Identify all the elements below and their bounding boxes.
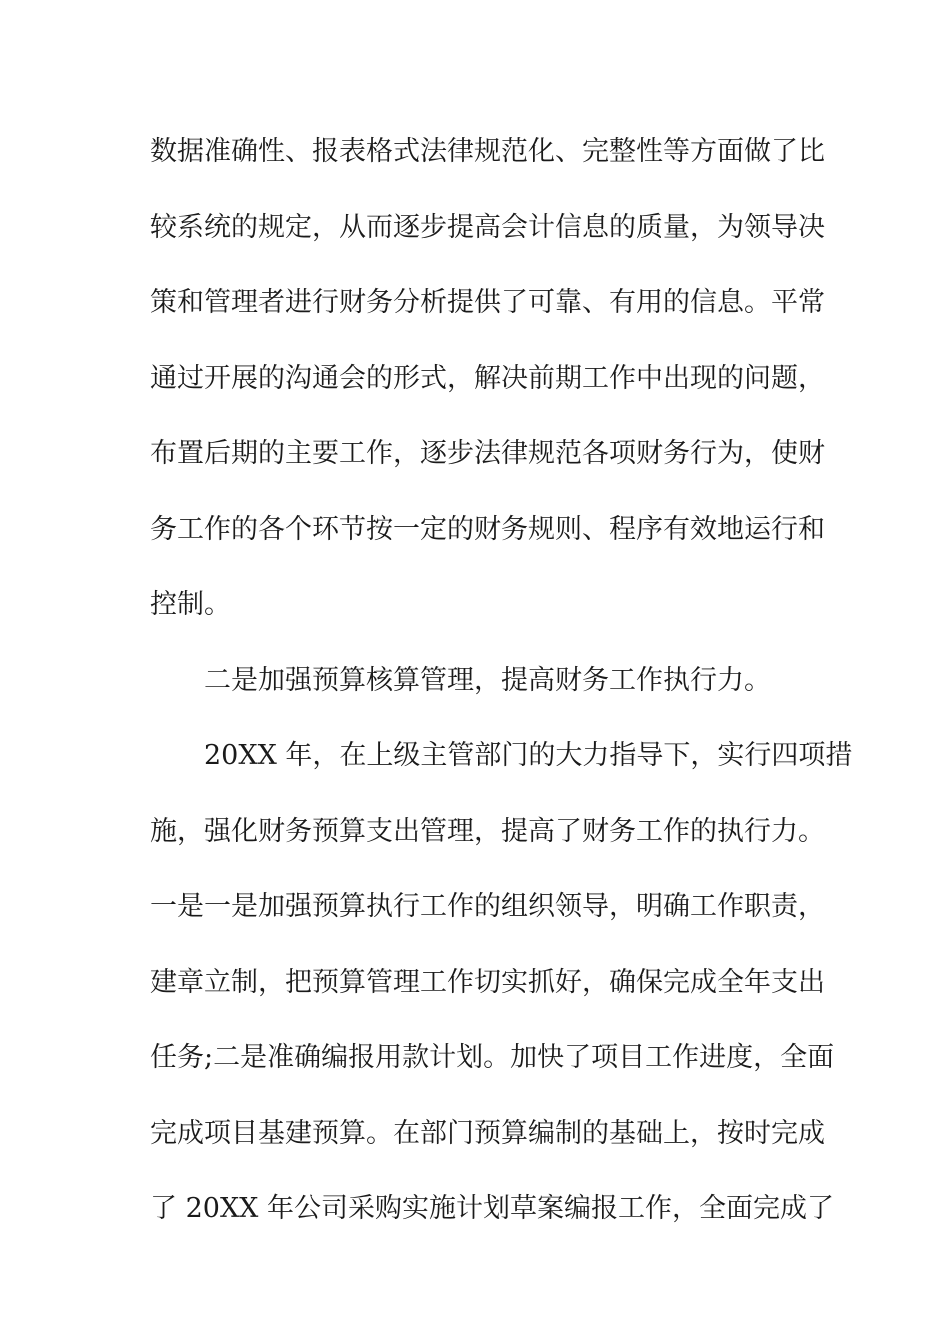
text-line: 了 20XX 年公司采购实施计划草案编报工作，全面完成了 bbox=[150, 1193, 834, 1224]
text-line: 务工作的各个环节按一定的财务规则、程序有效地运行和 bbox=[150, 513, 825, 545]
text-line: 控制。 bbox=[150, 589, 231, 620]
text-line: 建章立制，把预算管理工作切实抓好，确保完成全年支出 bbox=[150, 966, 825, 998]
text-line: 数据准确性、报表格式法律规范化、完整性等方面做了比 bbox=[150, 136, 825, 167]
text-line: 布置后期的主要工作，逐步法律规范各项财务行为，使财 bbox=[150, 438, 825, 469]
text-line: 任务;二是准确编报用款计划。加快了项目工作进度，全面 bbox=[150, 1042, 835, 1073]
section-heading: 二是加强预算核算管理，提高财务工作执行力。 bbox=[204, 664, 771, 696]
text-line: 20XX 年，在上级主管部门的大力指导下，实行四项措 bbox=[204, 740, 853, 771]
text-line: 较系统的规定，从而逐步提高会计信息的质量，为领导决 bbox=[150, 211, 825, 243]
text-line: 一是一是加强预算执行工作的组织领导，明确工作职责， bbox=[150, 891, 825, 922]
text-line: 完成项目基建预算。在部门预算编制的基础上，按时完成 bbox=[150, 1117, 825, 1149]
text-line: 施，强化财务预算支出管理，提高了财务工作的执行力。 bbox=[150, 815, 825, 847]
text-line: 通过开展的沟通会的形式，解决前期工作中出现的问题， bbox=[150, 362, 825, 394]
document-body bbox=[150, 122, 853, 1255]
text-line: 策和管理者进行财务分析提供了可靠、有用的信息。平常 bbox=[150, 287, 825, 318]
